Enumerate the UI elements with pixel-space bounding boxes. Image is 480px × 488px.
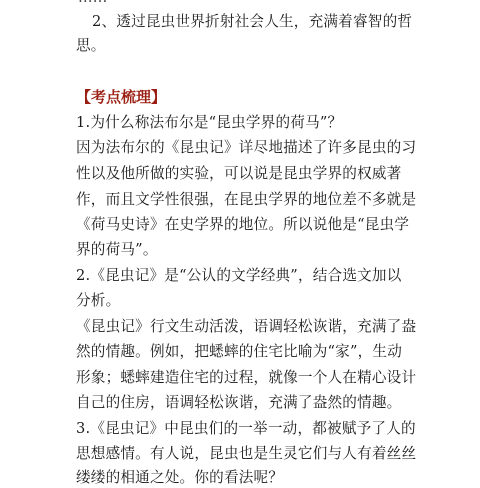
intro-item-2-line-2: 思。 <box>76 37 106 54</box>
intro-item-2-line-1: 2、透过昆虫世界折射社会人生，充满着睿智的哲 <box>92 13 413 30</box>
question-3-line: 3.《昆虫记》中昆虫们的一举一动，都被赋予了人的 <box>76 420 416 437</box>
q1-answer-line: 性以及他所做的实验，可以说是昆虫学界的权威著 <box>76 165 402 182</box>
q1-answer-line: 界的荷马”。 <box>76 241 158 258</box>
q1-answer-line: 作，而且文学性很强，在昆虫学界的地位差不多就是 <box>76 191 417 208</box>
top-fragment <box>78 0 108 8</box>
q1-answer-line: 因为法布尔的《昆虫记》详尽地描述了许多昆虫的习 <box>76 139 417 156</box>
q1-answer-line: 《荷马史诗》在史学界的地位。所以说他是“昆虫学 <box>76 216 410 233</box>
question-1: 1.为什么称法布尔是“昆虫学界的荷马”？ <box>76 114 343 131</box>
q2-answer-line: 自己的住房，语调轻松诙谐，充满了盎然的情趣。 <box>76 394 402 411</box>
section-heading: 【考点梳理】 <box>76 88 167 106</box>
q2-answer-line: 形象；蟋蟀建造住宅的过程，就像一个人在精心设计 <box>76 369 417 386</box>
q2-answer-line: 然的情趣。例如，把蟋蟀的住宅比喻为“家”，生动 <box>76 343 402 360</box>
question-3-line: 思想感情。有人说，昆虫也是生灵它们与人有着丝丝 <box>76 445 417 462</box>
question-2-line: 分析。 <box>76 292 121 309</box>
q2-answer-line: 《昆虫记》行文生动活泼，语调轻松诙谐，充满了盎 <box>76 318 417 335</box>
question-3-line: 缕缕的相通之处。你的看法呢？ <box>76 469 284 486</box>
question-2-line: 2.《昆虫记》是“公认的文学经典”，结合选文加以 <box>76 267 402 284</box>
